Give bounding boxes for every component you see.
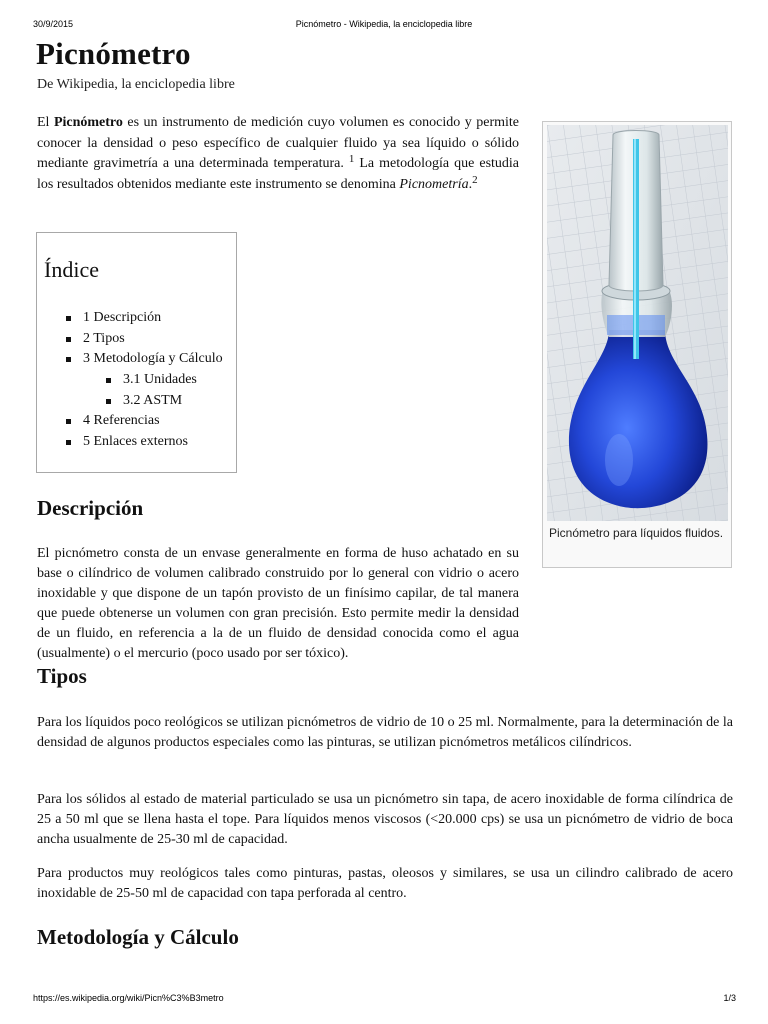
print-page-number: 1/3: [723, 993, 736, 1003]
intro-paragraph: [37, 113, 519, 195]
section-heading-tipos: Tipos: [37, 664, 87, 688]
figure-thumbnail: [542, 121, 732, 568]
intro-term: Picnómetro: [53, 115, 123, 130]
toc-item-enlaces[interactable]: 5 Enlaces externos: [63, 432, 223, 453]
reference-link-1[interactable]: 1: [348, 153, 355, 165]
toc-item-tipos[interactable]: 2 Tipos: [63, 329, 223, 350]
page-title: Picnómetro: [36, 36, 191, 71]
figure-caption: Picnómetro para líquidos fluidos.: [549, 526, 724, 540]
print-date: 30/9/2015: [33, 19, 74, 29]
section-heading-metodologia: Metodología y Cálculo: [37, 925, 239, 949]
pycnometer-image[interactable]: [547, 125, 728, 521]
print-footer-url: https://es.wikipedia.org/wiki/Picn%C3%B3metro: [33, 993, 224, 1003]
intro-italic-term: Picnometría: [399, 176, 469, 192]
toc-item-metodologia[interactable]: 3 Metodología y Cálculo: [63, 349, 223, 370]
descripcion-paragraph: El picnómetro consta de un envase generalmente en forma de huso achatado en su base o cilíndrico de volumen calibrado construido por lo general con vidrio o acero inoxidable y que dispone de un tapón provisto de un finísimo capilar, de tal manera que puede obtenerse un volumen con gran precisión. Esto permite medir la densidad de un fluido, en referencia a la de un fluido de densidad conocida como el agua (usualmente) o el mercurio (poco usado por ser tóxico).: [37, 546, 519, 661]
toc-item-descripcion[interactable]: 1 Descripción: [63, 308, 223, 329]
print-header-title: Picnómetro - Wikipedia, la enciclopedia libre: [295, 19, 473, 29]
intro-text-2: La metodología que estudia los resultados obtenidos mediante este instrumento se denomina: [37, 156, 520, 192]
tipos-paragraph-3: Para productos muy reológicos tales como pinturas, pastas, oleosos y similares, se usa un cilindro calibrado de acero inoxidable de 25-50 ml de capacidad con tapa perforada al centro.: [37, 866, 733, 901]
toc-item-astm[interactable]: 3.2 ASTM: [63, 391, 223, 412]
table-of-contents: [36, 232, 237, 473]
tipos-paragraph-2: Para los sólidos al estado de material particulado se usa un picnómetro sin tapa, de acero inoxidable de forma cilíndrica de 25 a 50 ml que se llena hasta el tope. Para líquidos menos viscosos (<20.000 cps) se usa un picnómetro de vidrio de boca ancha usualmente de 25-30 ml de capacidad.: [37, 792, 733, 847]
intro-lead: El: [37, 115, 54, 130]
intro-text-1: es un instrumento de medición cuyo volumen es conocido y permite conocer la densidad o peso específico de cualquier fluido ya sea líquido o sólido mediante gravimetría a una determinada temperatura.: [37, 115, 519, 171]
section-heading-descripcion: Descripción: [37, 496, 144, 520]
tipos-paragraph-1: Para los líquidos poco reológicos se utilizan picnómetros de vidrio de 10 o 25 ml. Normalmente, para la determinación de la densidad de algunos productos especiales como las pinturas, se utilizan picnómetros metálicos cilíndricos.: [37, 715, 733, 750]
toc-item-referencias[interactable]: 4 Referencias: [63, 411, 223, 432]
reference-link-2[interactable]: 2: [472, 173, 478, 186]
intro-text-3: .: [468, 176, 473, 192]
toc-list: [63, 308, 223, 453]
page-subtitle: De Wikipedia, la enciclopedia libre: [37, 77, 235, 92]
toc-title: Índice: [44, 257, 99, 282]
toc-item-unidades[interactable]: 3.1 Unidades: [63, 370, 223, 391]
